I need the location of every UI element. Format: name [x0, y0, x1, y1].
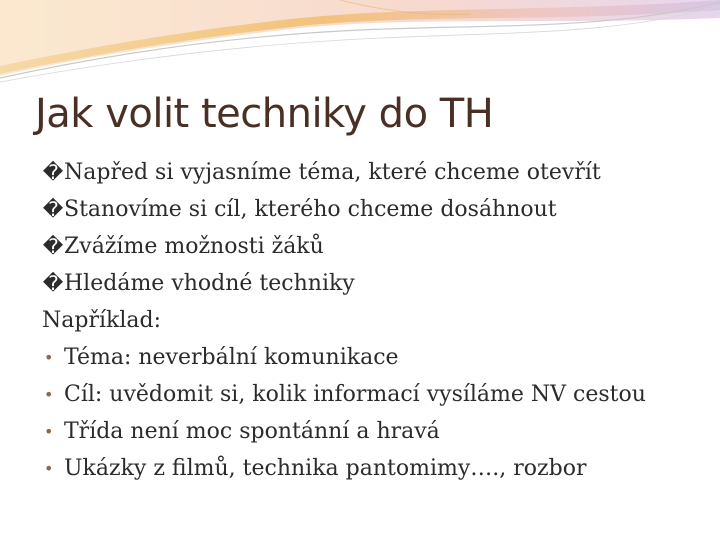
- lead-item-text: Hledáme vhodné techniky: [64, 271, 355, 296]
- missing-glyph-icon: �: [42, 160, 64, 184]
- bullet-icon: •: [44, 385, 54, 404]
- slide-body: [42, 154, 692, 487]
- lead-item: [42, 191, 692, 228]
- bullet-item-text: Cíl: uvědomit si, kolik informací vysíláme NV cestou: [64, 382, 646, 407]
- bullet-icon: •: [44, 459, 54, 478]
- bullet-item: [42, 450, 692, 487]
- lead-item-text: Zvážíme možnosti žáků: [64, 234, 324, 259]
- lead-item-text: Napřed si vyjasníme téma, které chceme otevřít: [64, 160, 601, 185]
- bullet-item-text: Téma: neverbální komunikace: [64, 345, 399, 370]
- bullet-icon: •: [44, 422, 54, 441]
- bullet-item: [42, 376, 692, 413]
- slide-title: Jak volit techniky do TH: [35, 91, 494, 137]
- lead-item: [42, 154, 692, 191]
- header-swoosh-decoration: [0, 0, 720, 90]
- lead-item: [42, 228, 692, 265]
- missing-glyph-icon: �: [42, 271, 64, 295]
- bullet-item-text: Třída není moc spontánní a hravá: [64, 419, 440, 444]
- missing-glyph-icon: �: [42, 234, 64, 258]
- example-heading: Například:: [42, 308, 161, 333]
- bullet-item: [42, 339, 692, 376]
- bullet-item-text: Ukázky z filmů, technika pantomimy…., rozbor: [64, 456, 587, 481]
- missing-glyph-icon: �: [42, 197, 64, 221]
- bullet-icon: •: [44, 348, 54, 367]
- bullet-item: [42, 413, 692, 450]
- lead-item-text: Stanovíme si cíl, kterého chceme dosáhnout: [64, 197, 557, 222]
- lead-item: [42, 265, 692, 302]
